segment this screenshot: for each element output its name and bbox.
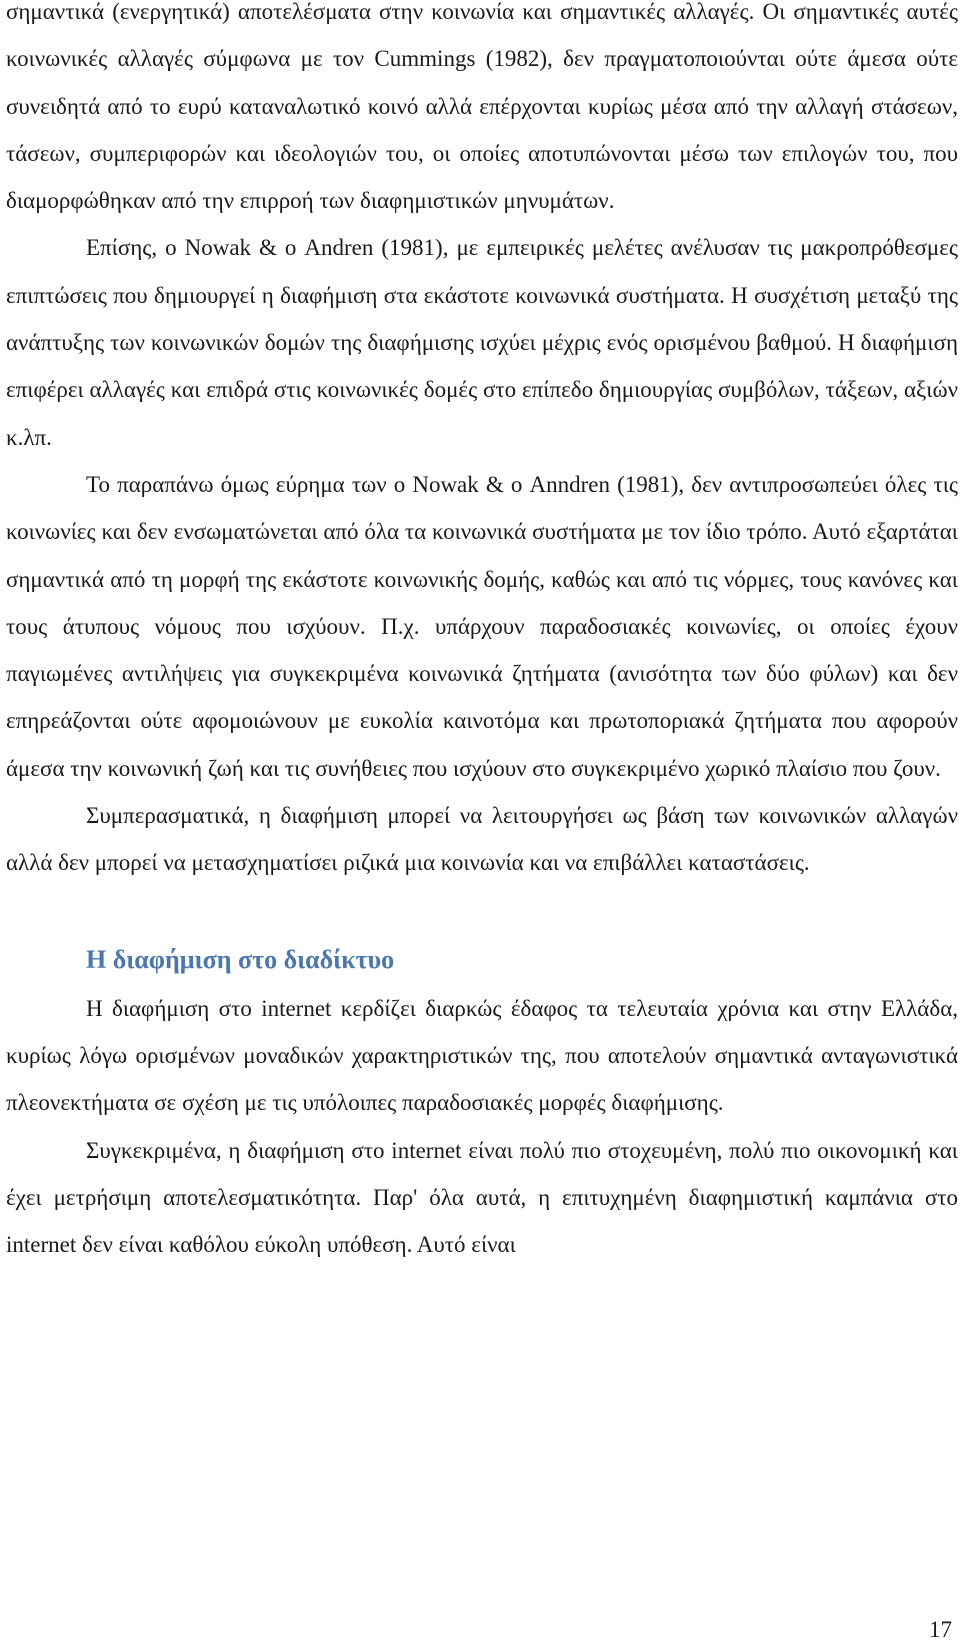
paragraph-conclusion: Συμπερασματικά, η διαφήμιση μπορεί να λειτουργήσει ως βάση των κοινωνικών αλλαγών αλλά δεν μπορεί να μετασχηματίσει ριζικά μια κοινωνία και να επιβάλλει καταστάσεις.: [6, 803, 958, 876]
paragraph-internet-specifics: Συγκεκριμένα, η διαφήμιση στο internet είναι πολύ πιο στοχευμένη, πολύ πιο οικονομική και έχει μετρήσιμη αποτελεσματικότητα. Παρ' όλα αυτά, η επιτυχημένη διαφημιστική καμπάνια στο internet δεν είναι καθόλου εύκολη υπόθεση. Αυτό είναι: [6, 1137, 958, 1258]
paragraph-internet-advertising: Η διαφήμιση στο internet κερδίζει διαρκώς έδαφος τα τελευταία χρόνια και στην Ελλάδα, κυρίως λόγω ορισμένων μοναδικών χαρακτηριστικών της, που αποτελούν σημαντικά ανταγωνιστικά πλεονεκτήματα σε σχέση με τις υπόλοιπες παραδοσιακές μορφές διαφήμισης.: [6, 995, 958, 1116]
document-page: [6, 0, 958, 1268]
paragraph-continuation: σημαντικά (ενεργητικά) αποτελέσματα στην κοινωνία και σημαντικές αλλαγές. Οι σημαντικές αυτές κοινωνικές αλλαγές σύμφωνα με τον Cummings (1982), δεν πραγματοποιούνται ούτε άμεσα ούτε συνειδητά από το ευρύ καταναλωτικό κοινό αλλά επέρχονται κυρίως μέσα από την αλλαγή στάσεων, τάσεων, συμπεριφορών και ιδεολογιών του, οι οποίες αποτυπώνονται μέσω των επιλογών του, που διαμορφώθηκαν από την επιρροή των διαφημιστικών μηνυμάτων.: [6, 0, 958, 214]
paragraph-nowak-andren: Επίσης, ο Nowak & ο Andren (1981), με εμπειρικές μελέτες ανέλυσαν τις μακροπρόθεσμες επιπτώσεις που δημιουργεί η διαφήμιση στα εκάστοτε κοινωνικά συστήματα. Η συσχέτιση μεταξύ της ανάπτυξης των κοινωνικών δομών της διαφήμισης ισχύει μέχρις ενός ορισμένου βαθμού. Η διαφήμιση επιφέρει αλλαγές και επιδρά στις κοινωνικές δομές στο επίπεδο δημιουργίας συμβόλων, τάξεων, αξιών κ.λπ.: [6, 235, 958, 450]
paragraph-finding-limits: Το παραπάνω όμως εύρημα των ο Nowak & ο Anndren (1981), δεν αντιπροσωπεύει όλες τις κοινωνίες και δεν ενσωματώνεται από όλα τα κοινωνικά συστήματα με τον ίδιο τρόπο. Αυτό εξαρτάται σημαντικά από τη μορφή της εκάστοτε κοινωνικής δομής, καθώς και από τις νόρμες, τους κανόνες και τους άτυπους νόμους που ισχύουν. Π.χ. υπάρχουν παραδοσιακές κοινωνίες, οι οποίες έχουν παγιωμένες αντιλήψεις για συγκεκριμένα κοινωνικά ζητήματα (ανισότητα των δύο φύλων) και δεν επηρεάζονται ούτε αφομοιώνουν με ευκολία καινοτόμα και πρωτοποριακά ζητήματα που αφορούν άμεσα την κοινωνική ζωή και τις συνήθειες που ισχύουν στο συγκεκριμένο χωρικό πλαίσιο που ζουν.: [6, 471, 958, 781]
section-heading: Η διαφήμιση στο διαδίκτυο: [86, 944, 395, 974]
page-number: 17: [929, 1617, 952, 1642]
